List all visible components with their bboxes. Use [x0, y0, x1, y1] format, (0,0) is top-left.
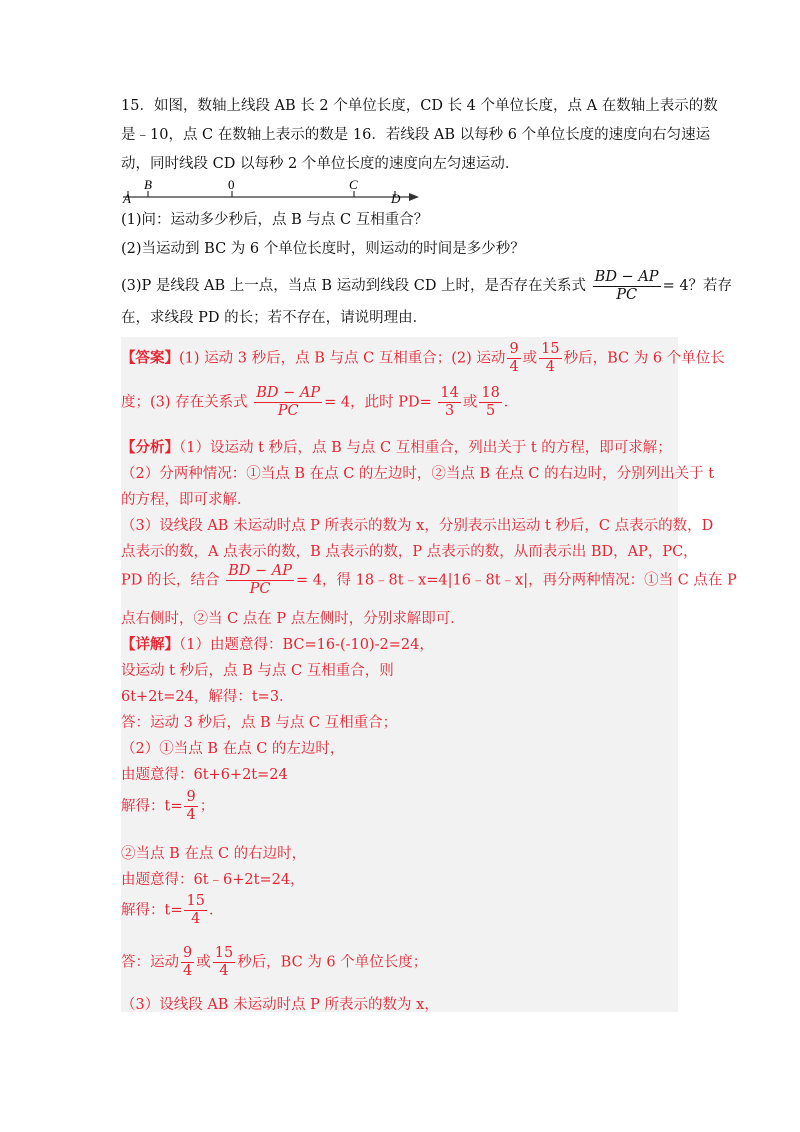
axis-label-b: B [144, 177, 152, 192]
analysis-line-3: 的方程，即可求解． [121, 492, 252, 508]
detail-line-6: 由题意得：6t+6+2t=24 [121, 767, 288, 783]
question-3-line-2: 在，求线段 PD 的长；若不存在，请说明理由． [121, 310, 428, 326]
question-1: (1)问：运动多少秒后，点 B 与点 C 互相重合？ [121, 212, 429, 228]
answer-line-2: 度；(3) 存在关系式 $\frac{BD - AP}{PC}$ = 4，此时 PD= $\frac{14}{3}$ 或 $\frac{18}{5}$ ． [121, 385, 519, 419]
detail-line-2: 设运动 t 秒后，点 B 与点 C 互相重合，则 [121, 663, 394, 679]
relation-fraction: $\frac{BD - AP}{PC}$ [594, 268, 659, 303]
detail-line-9: 由题意得：6t﹣6+2t=24， [121, 872, 305, 888]
analysis-line-1: 【分析】（1）设运动 t 秒后，点 B 与点 C 互相重合，列出关于 t 的方程，即可求解； [121, 439, 672, 456]
problem-line-1: 15．如图，数轴上线段 AB 长 2 个单位长度，CD 长 4 个单位长度，点 A 在数轴上表示的数 [121, 98, 718, 114]
solution-box [121, 337, 737, 1013]
axis-label-c: C [349, 177, 358, 192]
question-2: (2)当运动到 BC 为 6 个单位长度时，则运动的时间是多少秒？ [121, 241, 525, 257]
analysis-line-4: （3）设线段 AB 未运动时点 P 所表示的数为 x，分别表示出运动 t 秒后，C 点表示的数，D [121, 518, 714, 534]
problem-statement [121, 92, 718, 179]
axis-label-d: D [391, 191, 401, 204]
sub-questions [121, 206, 681, 264]
detail-line-4: 答：运动 3 秒后，点 B 与点 C 互相重合； [121, 715, 398, 731]
detail-line-1: 【详解】（1）由题意得：BC=16-(-10)-2=24， [121, 636, 434, 653]
detail-line-10: 解得：t= $\frac{15}{4}$ ． [121, 893, 224, 927]
analysis-line-7: 点右侧时，②当 C 点在 P 点左侧时，分别求解即可． [121, 611, 465, 627]
problem-line-2: 是﹣10，点 C 在数轴上表示的数是 16．若线段 AB 以每秒 6 个单位长度的速度向右匀速运 [121, 127, 711, 143]
analysis-line-6: PD 的长，结合 $\frac{BD - AP}{PC}$ = 4，得 18﹣8t﹣x=4|16﹣8t﹣x|，再分两种情况：①当 C 点在 P [121, 563, 737, 597]
question-3: (3)P 是线段 AB 上一点，当点 B 运动到线段 CD 上时，是否存在关系式 $\frac{BD - AP}{PC}$ = 4？若存 在，求线段 PD 的长；若不存在，请说明理由． [121, 268, 681, 333]
detail-line-12: （3）设线段 AB 未运动时点 P 所表示的数为 x， [121, 997, 439, 1013]
analysis-line-2: （2）分两种情况：①当点 B 在点 C 的左边时，②当点 B 在点 C 的右边时，分别列出关于 t [121, 466, 715, 482]
detail-line-5: （2）①当点 B 在点 C 的左边时， [121, 741, 345, 757]
number-line-figure [121, 176, 421, 204]
detail-line-11: 答：运动 $\frac{9}{4}$ 或 $\frac{15}{4}$ 秒后，BC 为 6 个单位长度； [121, 945, 428, 979]
detail-line-7: 解得：t= $\frac{9}{4}$ ； [121, 789, 215, 823]
axis-label-a: A [123, 191, 131, 204]
detail-line-3: 6t+2t=24，解得：t=3． [121, 689, 294, 705]
analysis-line-5: 点表示的数，A 点表示的数，B 点表示的数，P 点表示的数，从而表示出 BD，AP，PC， [121, 544, 698, 560]
axis-label-zero: 0 [228, 177, 235, 192]
problem-line-3: 动，同时线段 CD 以每秒 2 个单位长度的速度向左匀速运动． [121, 156, 520, 172]
answer-line-1: 【答案】(1) 运动 3 秒后，点 B 与点 C 互相重合；(2) 运动 $\frac{9}{4}$ 或 $\frac{15}{4}$ 秒后，BC 为 6 个单位长 [121, 341, 725, 375]
detail-line-8: ②当点 B 在点 C 的右边时， [121, 846, 307, 862]
